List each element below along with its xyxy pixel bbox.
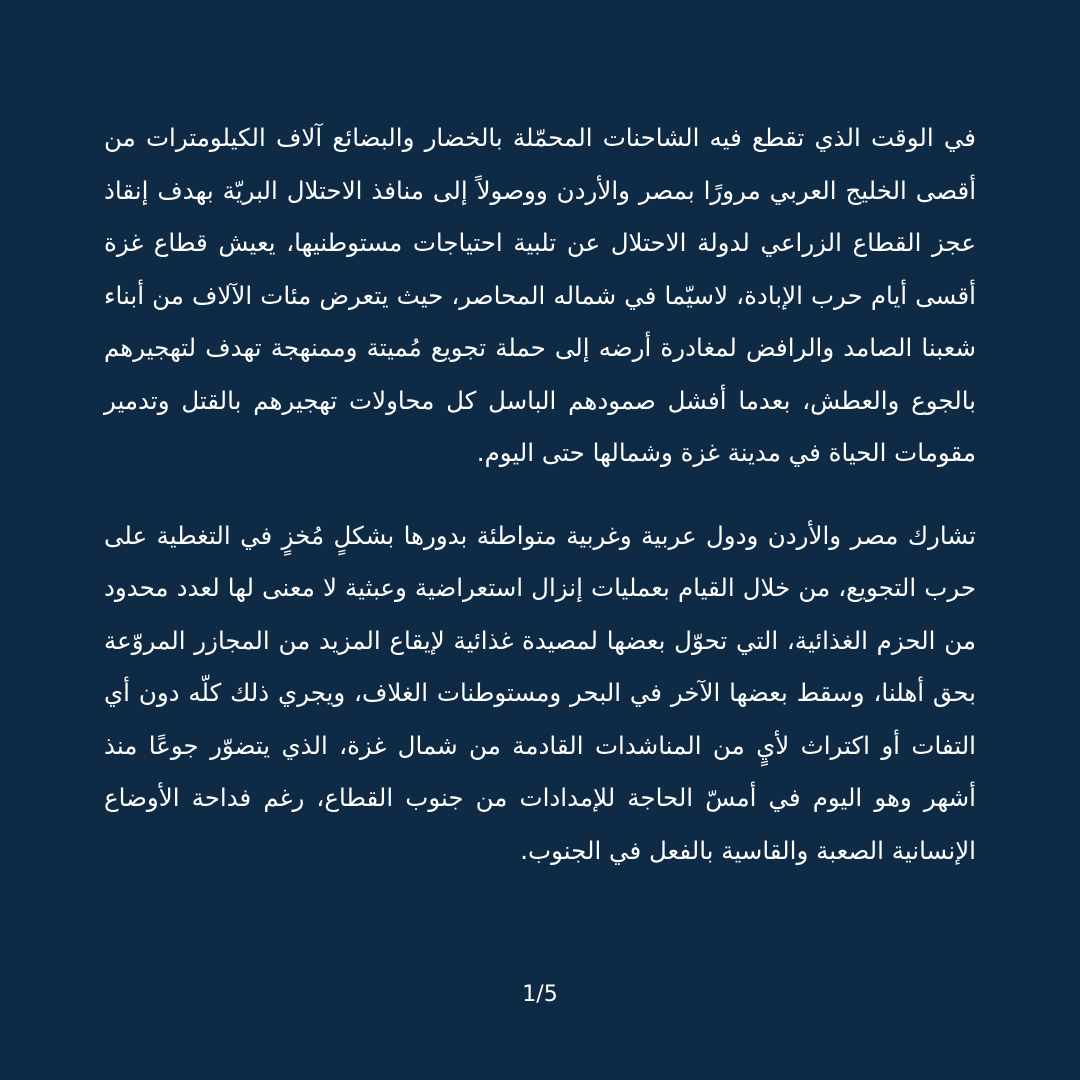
paragraph-2: تشارك مصر والأردن ودول عربية وغربية متواطئة بدورها بشكلٍ مُخزٍ في التغطية على حرب التجويع، من خلال القيام بعمليات إنزال استعراضية وعبثية لا معنى لها لعدد محدود من الحزم الغذائية، التي تحوّل بعضها لمصيدة غذائية لإيقاع المزيد من المجازر المروّعة بحق أهلنا، وسقط بعضها الآخر في البحر ومستوطنات الغلاف، ويجري ذلك كلّه دون أي التفات أو اكتراث لأيٍ من المناشدات القادمة من شمال غزة، الذي يتضوّر جوعًا منذ أشهر وهو اليوم في أمسّ الحاجة للإمدادات من جنوب القطاع، رغم فداحة الأوضاع الإنسانية الصعبة والقاسية بالفعل في الجنوب. [104, 520, 976, 865]
page-indicator: 1/5 [522, 982, 558, 1007]
article-text [104, 112, 976, 877]
paragraph-1: في الوقت الذي تقطع فيه الشاحنات المحمّلة بالخضار والبضائع آلاف الكيلومترات من أقصى الخليج العربي مرورًا بمصر والأردن ووصولاً إلى منافذ الاحتلال البريّة بهدف إنقاذ عجز القطاع الزراعي لدولة الاحتلال عن تلبية احتياجات مستوطنيها، يعيش قطاع غزة أقسى أيام حرب الإبادة، لاسيّما في شماله المحاصر، حيث يتعرض مئات الآلاف من أبناء شعبنا الصامد والرافض لمغادرة أرضه إلى حملة تجويع مُميتة وممنهجة تهدف لتهجيرهم بالجوع والعطش، بعدما أفشل صمودهم الباسل كل محاولات تهجيرهم بالقتل وتدمير مقومات الحياة في مدينة غزة وشمالها حتى اليوم. [104, 123, 976, 467]
